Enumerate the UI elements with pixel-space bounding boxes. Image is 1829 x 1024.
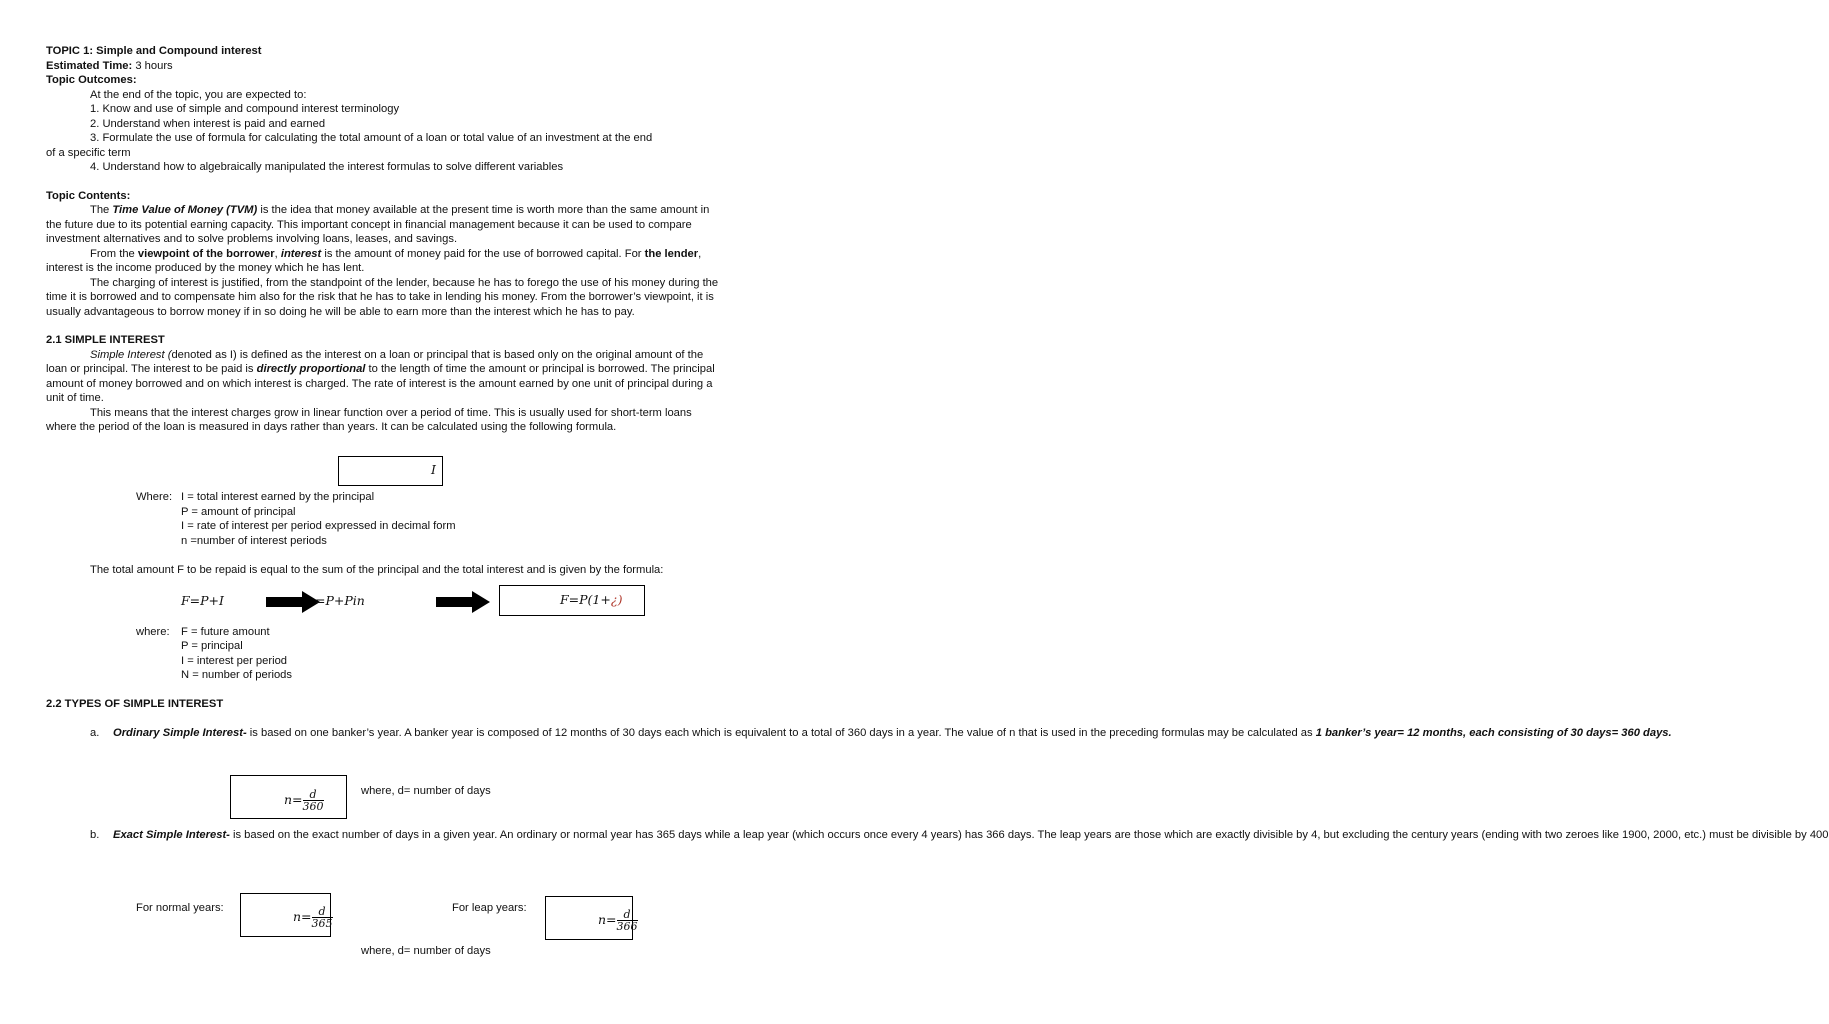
- fraction: [617, 909, 638, 932]
- where-item: I = total interest earned by the principal: [181, 491, 375, 503]
- outcome-item: 1. Know and use of simple and compound interest terminology: [90, 103, 400, 115]
- list-marker-b: b.: [90, 829, 100, 841]
- ordinary-where-note: where, d= number of days: [361, 785, 491, 797]
- exact-interest-term: Exact Simple Interest-: [113, 829, 230, 841]
- right-arrow-icon: [266, 591, 320, 613]
- ordinary-interest-text: [46, 726, 1672, 741]
- interest-formula-box: [338, 456, 443, 486]
- normal-years-label: For normal years:: [136, 902, 224, 914]
- tvm-body: is the idea that money available at the present time is worth more than the same amount in the future due to its potential earning capacity. This important concept in financial management because it can be used to compare investment alternatives and to solve problems involving loans, leases, and savings.: [46, 204, 710, 245]
- topic-title: TOPIC 1: Simple and Compound interest: [46, 45, 262, 57]
- document-page: [46, 44, 722, 435]
- where2-label: where:: [136, 626, 170, 638]
- where2-item: F = future amount: [181, 626, 270, 638]
- n-equals: n=: [284, 792, 303, 807]
- where2-item: N = number of periods: [181, 669, 293, 681]
- where-item: I = rate of interest per period expressed in decimal form: [181, 520, 456, 532]
- future-amount-formula-box: [499, 585, 645, 616]
- formula-f-equals-p-plus-i: F=P+I: [181, 593, 224, 608]
- exact-where-note: where, d= number of days: [361, 945, 491, 957]
- ordinary-n-formula: [284, 789, 324, 812]
- outcome-item: 3. Formulate the use of formula for calculating the total amount of a loan or total value of an investment at the end: [90, 132, 653, 144]
- types-heading: 2.2 TYPES OF SIMPLE INTEREST: [46, 698, 224, 710]
- contents-label: Topic Contents:: [46, 189, 131, 202]
- linear-growth-paragraph: This means that the interest charges grow in linear function over a period of time. This is usually used for short-term loans where the period of the loan is measured in days rather than years. It can be calculated using the following formula.: [46, 406, 692, 433]
- exact-interest-text: [46, 828, 1829, 843]
- outcome-item: 2. Understand when interest is paid and earned: [90, 117, 326, 130]
- outcome-item-continued: of a specific term: [46, 146, 131, 159]
- where-label: Where:: [136, 491, 173, 503]
- viewpoint-body: is the amount of money paid for the use of borrowed capital. For: [321, 247, 645, 260]
- total-amount-paragraph: The total amount F to be repaid is equal to the sum of the principal and the total interest and is given by the formula:: [90, 564, 664, 576]
- viewpoint-pre: From the: [90, 247, 138, 260]
- bankers-year-definition: 1 banker’s year= 12 months, each consisting of 30 days= 360 days.: [1315, 727, 1672, 739]
- fraction-denominator: 360: [302, 800, 324, 813]
- leap-year-formula: [598, 909, 638, 932]
- fraction-denominator: 365: [311, 917, 333, 930]
- future-amount-formula: [560, 593, 622, 608]
- interest-formula-symbol: I: [431, 462, 436, 477]
- simple-interest-body-a: denoted as I) is defined as the interest on a loan or principal that is based only on the original amount of the loan or principal. The interest to be paid is: [46, 348, 704, 375]
- outcomes-label: Topic Outcomes:: [46, 74, 137, 86]
- estimated-time-value: 3 hours: [132, 59, 173, 72]
- list-marker-a: a.: [90, 727, 100, 739]
- normal-year-formula-box: [240, 893, 331, 937]
- tvm-pre: The: [90, 204, 113, 216]
- ordinary-interest-body: is based on one banker’s year. A banker year is composed of 12 months of 30 days each which is equivalent to a total of 360 days in a year. The value of n that is used in the preceding formulas may be calculated as: [246, 727, 1316, 739]
- leap-years-label: For leap years:: [452, 902, 527, 914]
- exact-interest-item: [46, 828, 1829, 843]
- fraction-numerator: d: [617, 909, 638, 921]
- viewpoint-paragraph: [46, 247, 722, 276]
- estimated-time: [46, 59, 722, 74]
- outcome-item: 4. Understand how to algebraically manipulated the interest formulas to solve different variables: [90, 161, 564, 173]
- tvm-paragraph: [46, 203, 722, 247]
- fraction: [312, 906, 333, 929]
- future-amount-formula-paren: ¿): [610, 592, 623, 607]
- right-arrow-icon: [436, 591, 490, 613]
- ordinary-interest-term: Ordinary Simple Interest-: [113, 727, 247, 739]
- viewpoint-interest: interest: [280, 247, 322, 260]
- where2-item: P = principal: [181, 640, 243, 652]
- future-amount-formula-main: F=P(1+: [560, 592, 611, 607]
- n-equals: n=: [293, 909, 312, 924]
- normal-year-formula: [293, 906, 333, 929]
- viewpoint-lender: the lender: [644, 247, 699, 260]
- simple-interest-definition: [46, 348, 722, 406]
- where-item: P = amount of principal: [181, 506, 296, 518]
- simple-interest-term: Simple Interest (: [90, 348, 172, 361]
- viewpoint-borrower: viewpoint of the borrower: [137, 247, 275, 260]
- where-item: n =number of interest periods: [181, 535, 327, 547]
- fraction-numerator: d: [312, 906, 333, 918]
- n-equals: n=: [598, 912, 617, 927]
- simple-interest-body-b: to the length of time the amount or principal is borrowed. The principal amount of money borrowed and on which interest is charged. The rate of interest is the amount earned by one unit of principal during a unit of time.: [46, 363, 715, 404]
- directly-proportional: directly proportional: [256, 363, 366, 375]
- tvm-term: Time Value of Money (TVM): [112, 204, 258, 216]
- justification-paragraph: The charging of interest is justified, from the standpoint of the lender, because he has to forego the use of his money during the time it is borrowed and to compensate him also for the risk that he has to take in lending his money. From the borrower’s viewpoint, it is usually advantageous to borrow money if in so doing he will be able to earn more than the interest which he has to pay.: [46, 276, 719, 318]
- fraction-denominator: 366: [616, 920, 638, 933]
- exact-interest-body: is based on the exact number of days in a given year. An ordinary or normal year has 365 days while a leap year (which occurs once every 4 years) has 366 days. The leap years are those which are exactly divisible by 4, but excluding the century years (ending with two zeroes like 1900, 2000, etc.) must be divisible by 400: [229, 829, 1829, 841]
- viewpoint-end: , interest is the income produced by the money which he has lent.: [46, 247, 702, 274]
- ordinary-interest-item: [46, 726, 1672, 741]
- fraction: [303, 789, 324, 812]
- ordinary-n-formula-box: [230, 775, 347, 819]
- simple-interest-heading: 2.1 SIMPLE INTEREST: [46, 334, 165, 346]
- where2-item: I = interest per period: [181, 655, 288, 667]
- fraction-numerator: d: [303, 789, 324, 801]
- leap-year-formula-box: [545, 896, 638, 940]
- estimated-time-label: Estimated Time:: [46, 59, 133, 72]
- formula-p-plus-pin: =P+Pin: [315, 593, 365, 608]
- viewpoint-sep: ,: [274, 247, 281, 260]
- outcomes-intro: At the end of the topic, you are expected to:: [90, 88, 307, 101]
